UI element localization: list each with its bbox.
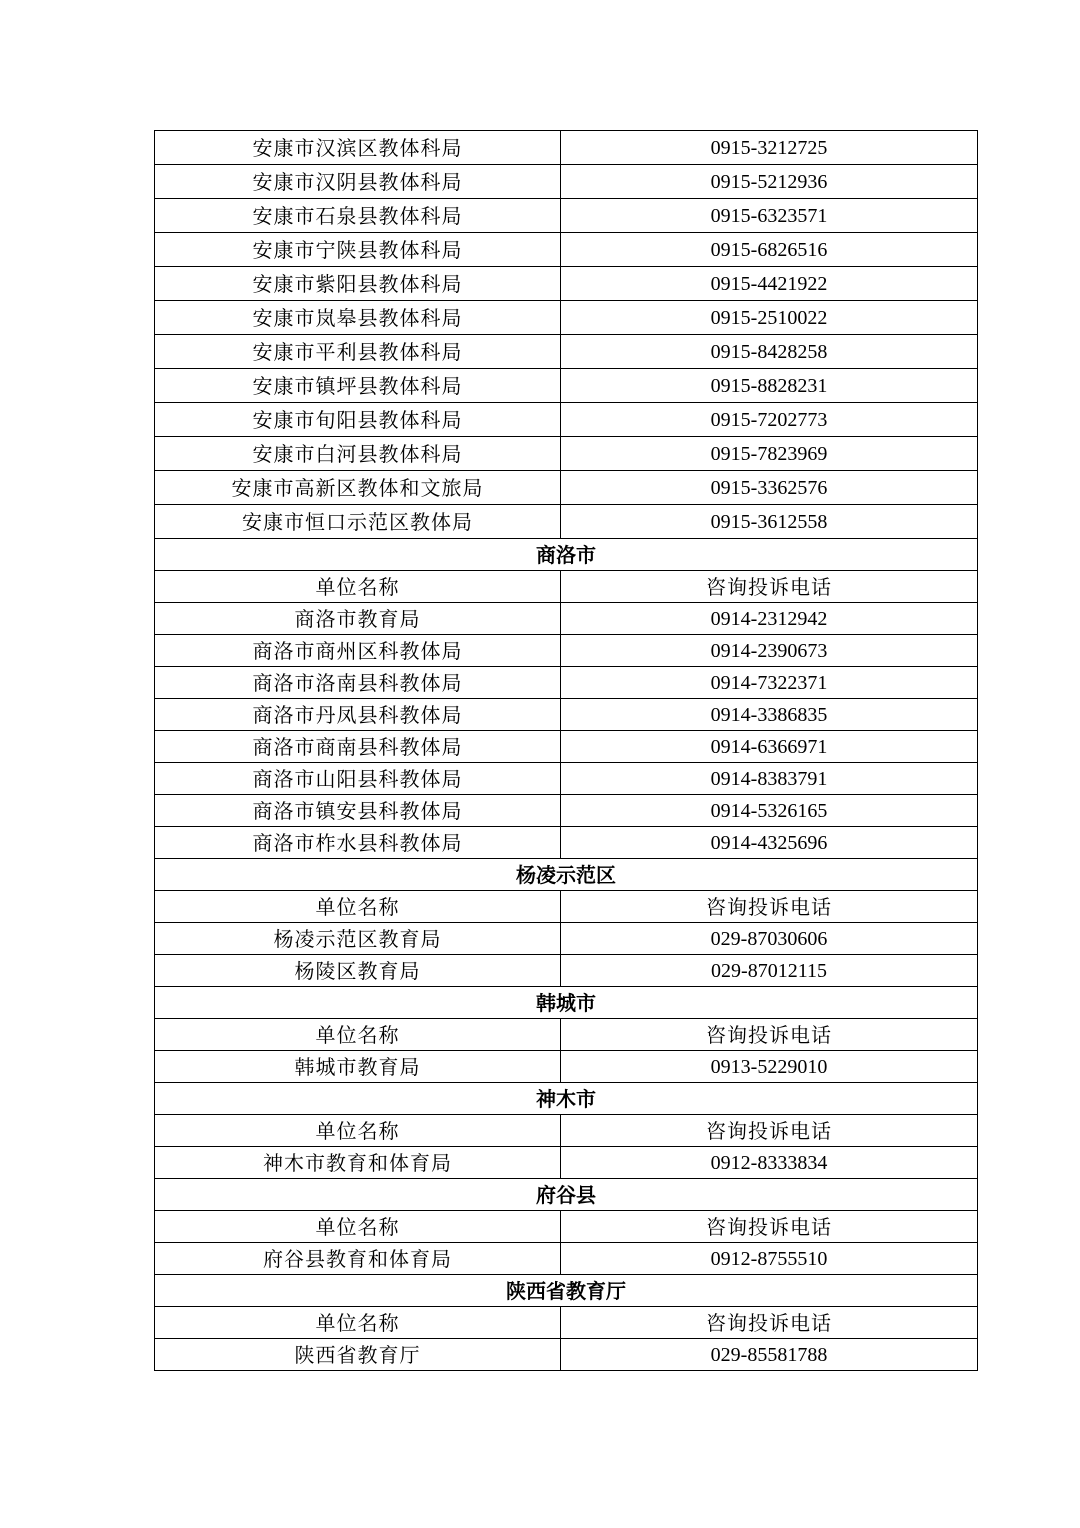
- table-row: [155, 923, 978, 955]
- phone-cell: 0914-6366971: [561, 731, 978, 763]
- phone-cell: 0915-8428258: [561, 335, 978, 369]
- phone-cell: 0914-5326165: [561, 795, 978, 827]
- phone-cell: 0915-3362576: [561, 471, 978, 505]
- unit-name-cell: 府谷县教育和体育局: [155, 1243, 561, 1275]
- unit-name-cell: 安康市平利县教体科局: [155, 335, 561, 369]
- unit-name-cell: 商洛市商南县科教体局: [155, 731, 561, 763]
- table-row: [155, 827, 978, 859]
- table-row: [155, 471, 978, 505]
- unit-name-cell: 安康市高新区教体和文旅局: [155, 471, 561, 505]
- phone-cell: 0914-7322371: [561, 667, 978, 699]
- section-title-row: [155, 1275, 978, 1307]
- unit-name-cell: 安康市旬阳县教体科局: [155, 403, 561, 437]
- table-row: [155, 301, 978, 335]
- unit-name-header: 单位名称: [155, 1019, 561, 1051]
- unit-name-cell: 安康市白河县教体科局: [155, 437, 561, 471]
- unit-name-cell: 安康市镇坪县教体科局: [155, 369, 561, 403]
- phone-cell: 0915-7202773: [561, 403, 978, 437]
- unit-name-cell: 安康市恒口示范区教体局: [155, 505, 561, 539]
- table-row: [155, 369, 978, 403]
- unit-name-cell: 商洛市教育局: [155, 603, 561, 635]
- column-header-row: [155, 1115, 978, 1147]
- phone-cell: 0915-2510022: [561, 301, 978, 335]
- section-title: 韩城市: [155, 987, 978, 1019]
- unit-name-cell: 商洛市商州区科教体局: [155, 635, 561, 667]
- unit-name-cell: 商洛市镇安县科教体局: [155, 795, 561, 827]
- section-title: 杨凌示范区: [155, 859, 978, 891]
- section-title-row: [155, 859, 978, 891]
- table-row: [155, 437, 978, 471]
- unit-name-cell: 陕西省教育厅: [155, 1339, 561, 1371]
- contact-table: [154, 130, 978, 1371]
- table-row: [155, 505, 978, 539]
- unit-name-cell: 杨凌示范区教育局: [155, 923, 561, 955]
- table-row: [155, 233, 978, 267]
- unit-name-cell: 商洛市柞水县科教体局: [155, 827, 561, 859]
- phone-header: 咨询投诉电话: [561, 1307, 978, 1339]
- table-row: [155, 165, 978, 199]
- unit-name-cell: 安康市岚皋县教体科局: [155, 301, 561, 335]
- unit-name-header: 单位名称: [155, 571, 561, 603]
- table-row: [155, 635, 978, 667]
- phone-cell: 0915-6323571: [561, 199, 978, 233]
- section-title-row: [155, 1083, 978, 1115]
- unit-name-header: 单位名称: [155, 1307, 561, 1339]
- unit-name-cell: 安康市石泉县教体科局: [155, 199, 561, 233]
- phone-cell: 0914-4325696: [561, 827, 978, 859]
- table-row: [155, 267, 978, 301]
- phone-cell: 0914-2390673: [561, 635, 978, 667]
- phone-cell: 029-87012115: [561, 955, 978, 987]
- unit-name-cell: 安康市宁陕县教体科局: [155, 233, 561, 267]
- unit-name-header: 单位名称: [155, 1211, 561, 1243]
- unit-name-cell: 商洛市丹凤县科教体局: [155, 699, 561, 731]
- phone-header: 咨询投诉电话: [561, 1211, 978, 1243]
- phone-header: 咨询投诉电话: [561, 571, 978, 603]
- phone-cell: 0915-6826516: [561, 233, 978, 267]
- section-title-row: [155, 987, 978, 1019]
- phone-cell: 0915-4421922: [561, 267, 978, 301]
- phone-cell: 0914-8383791: [561, 763, 978, 795]
- table-row: [155, 199, 978, 233]
- table-row: [155, 403, 978, 437]
- section-title-row: [155, 539, 978, 571]
- unit-name-cell: 杨陵区教育局: [155, 955, 561, 987]
- unit-name-header: 单位名称: [155, 891, 561, 923]
- section-title: 神木市: [155, 1083, 978, 1115]
- column-header-row: [155, 571, 978, 603]
- table-row: [155, 335, 978, 369]
- phone-cell: 0915-3612558: [561, 505, 978, 539]
- phone-cell: 0914-2312942: [561, 603, 978, 635]
- phone-cell: 0912-8755510: [561, 1243, 978, 1275]
- phone-cell: 0913-5229010: [561, 1051, 978, 1083]
- unit-name-cell: 神木市教育和体育局: [155, 1147, 561, 1179]
- table-row: [155, 603, 978, 635]
- unit-name-cell: 韩城市教育局: [155, 1051, 561, 1083]
- phone-header: 咨询投诉电话: [561, 891, 978, 923]
- unit-name-header: 单位名称: [155, 1115, 561, 1147]
- table-row: [155, 763, 978, 795]
- table-row: [155, 1147, 978, 1179]
- phone-cell: 0915-8828231: [561, 369, 978, 403]
- table-row: [155, 955, 978, 987]
- section-title: 商洛市: [155, 539, 978, 571]
- phone-cell: 0915-5212936: [561, 165, 978, 199]
- section-title: 府谷县: [155, 1179, 978, 1211]
- phone-cell: 029-87030606: [561, 923, 978, 955]
- section-title: 陕西省教育厅: [155, 1275, 978, 1307]
- phone-header: 咨询投诉电话: [561, 1115, 978, 1147]
- phone-cell: 0914-3386835: [561, 699, 978, 731]
- table-row: [155, 131, 978, 165]
- phone-header: 咨询投诉电话: [561, 1019, 978, 1051]
- table-row: [155, 731, 978, 763]
- phone-cell: 029-85581788: [561, 1339, 978, 1371]
- table-row: [155, 699, 978, 731]
- column-header-row: [155, 1307, 978, 1339]
- phone-cell: 0915-7823969: [561, 437, 978, 471]
- column-header-row: [155, 1211, 978, 1243]
- phone-cell: 0912-8333834: [561, 1147, 978, 1179]
- contact-table-body: [155, 131, 978, 1371]
- table-row: [155, 1051, 978, 1083]
- table-row: [155, 795, 978, 827]
- table-row: [155, 667, 978, 699]
- unit-name-cell: 商洛市山阳县科教体局: [155, 763, 561, 795]
- unit-name-cell: 安康市紫阳县教体科局: [155, 267, 561, 301]
- phone-cell: 0915-3212725: [561, 131, 978, 165]
- column-header-row: [155, 891, 978, 923]
- table-row: [155, 1243, 978, 1275]
- column-header-row: [155, 1019, 978, 1051]
- unit-name-cell: 商洛市洛南县科教体局: [155, 667, 561, 699]
- unit-name-cell: 安康市汉阴县教体科局: [155, 165, 561, 199]
- table-row: [155, 1339, 978, 1371]
- unit-name-cell: 安康市汉滨区教体科局: [155, 131, 561, 165]
- section-title-row: [155, 1179, 978, 1211]
